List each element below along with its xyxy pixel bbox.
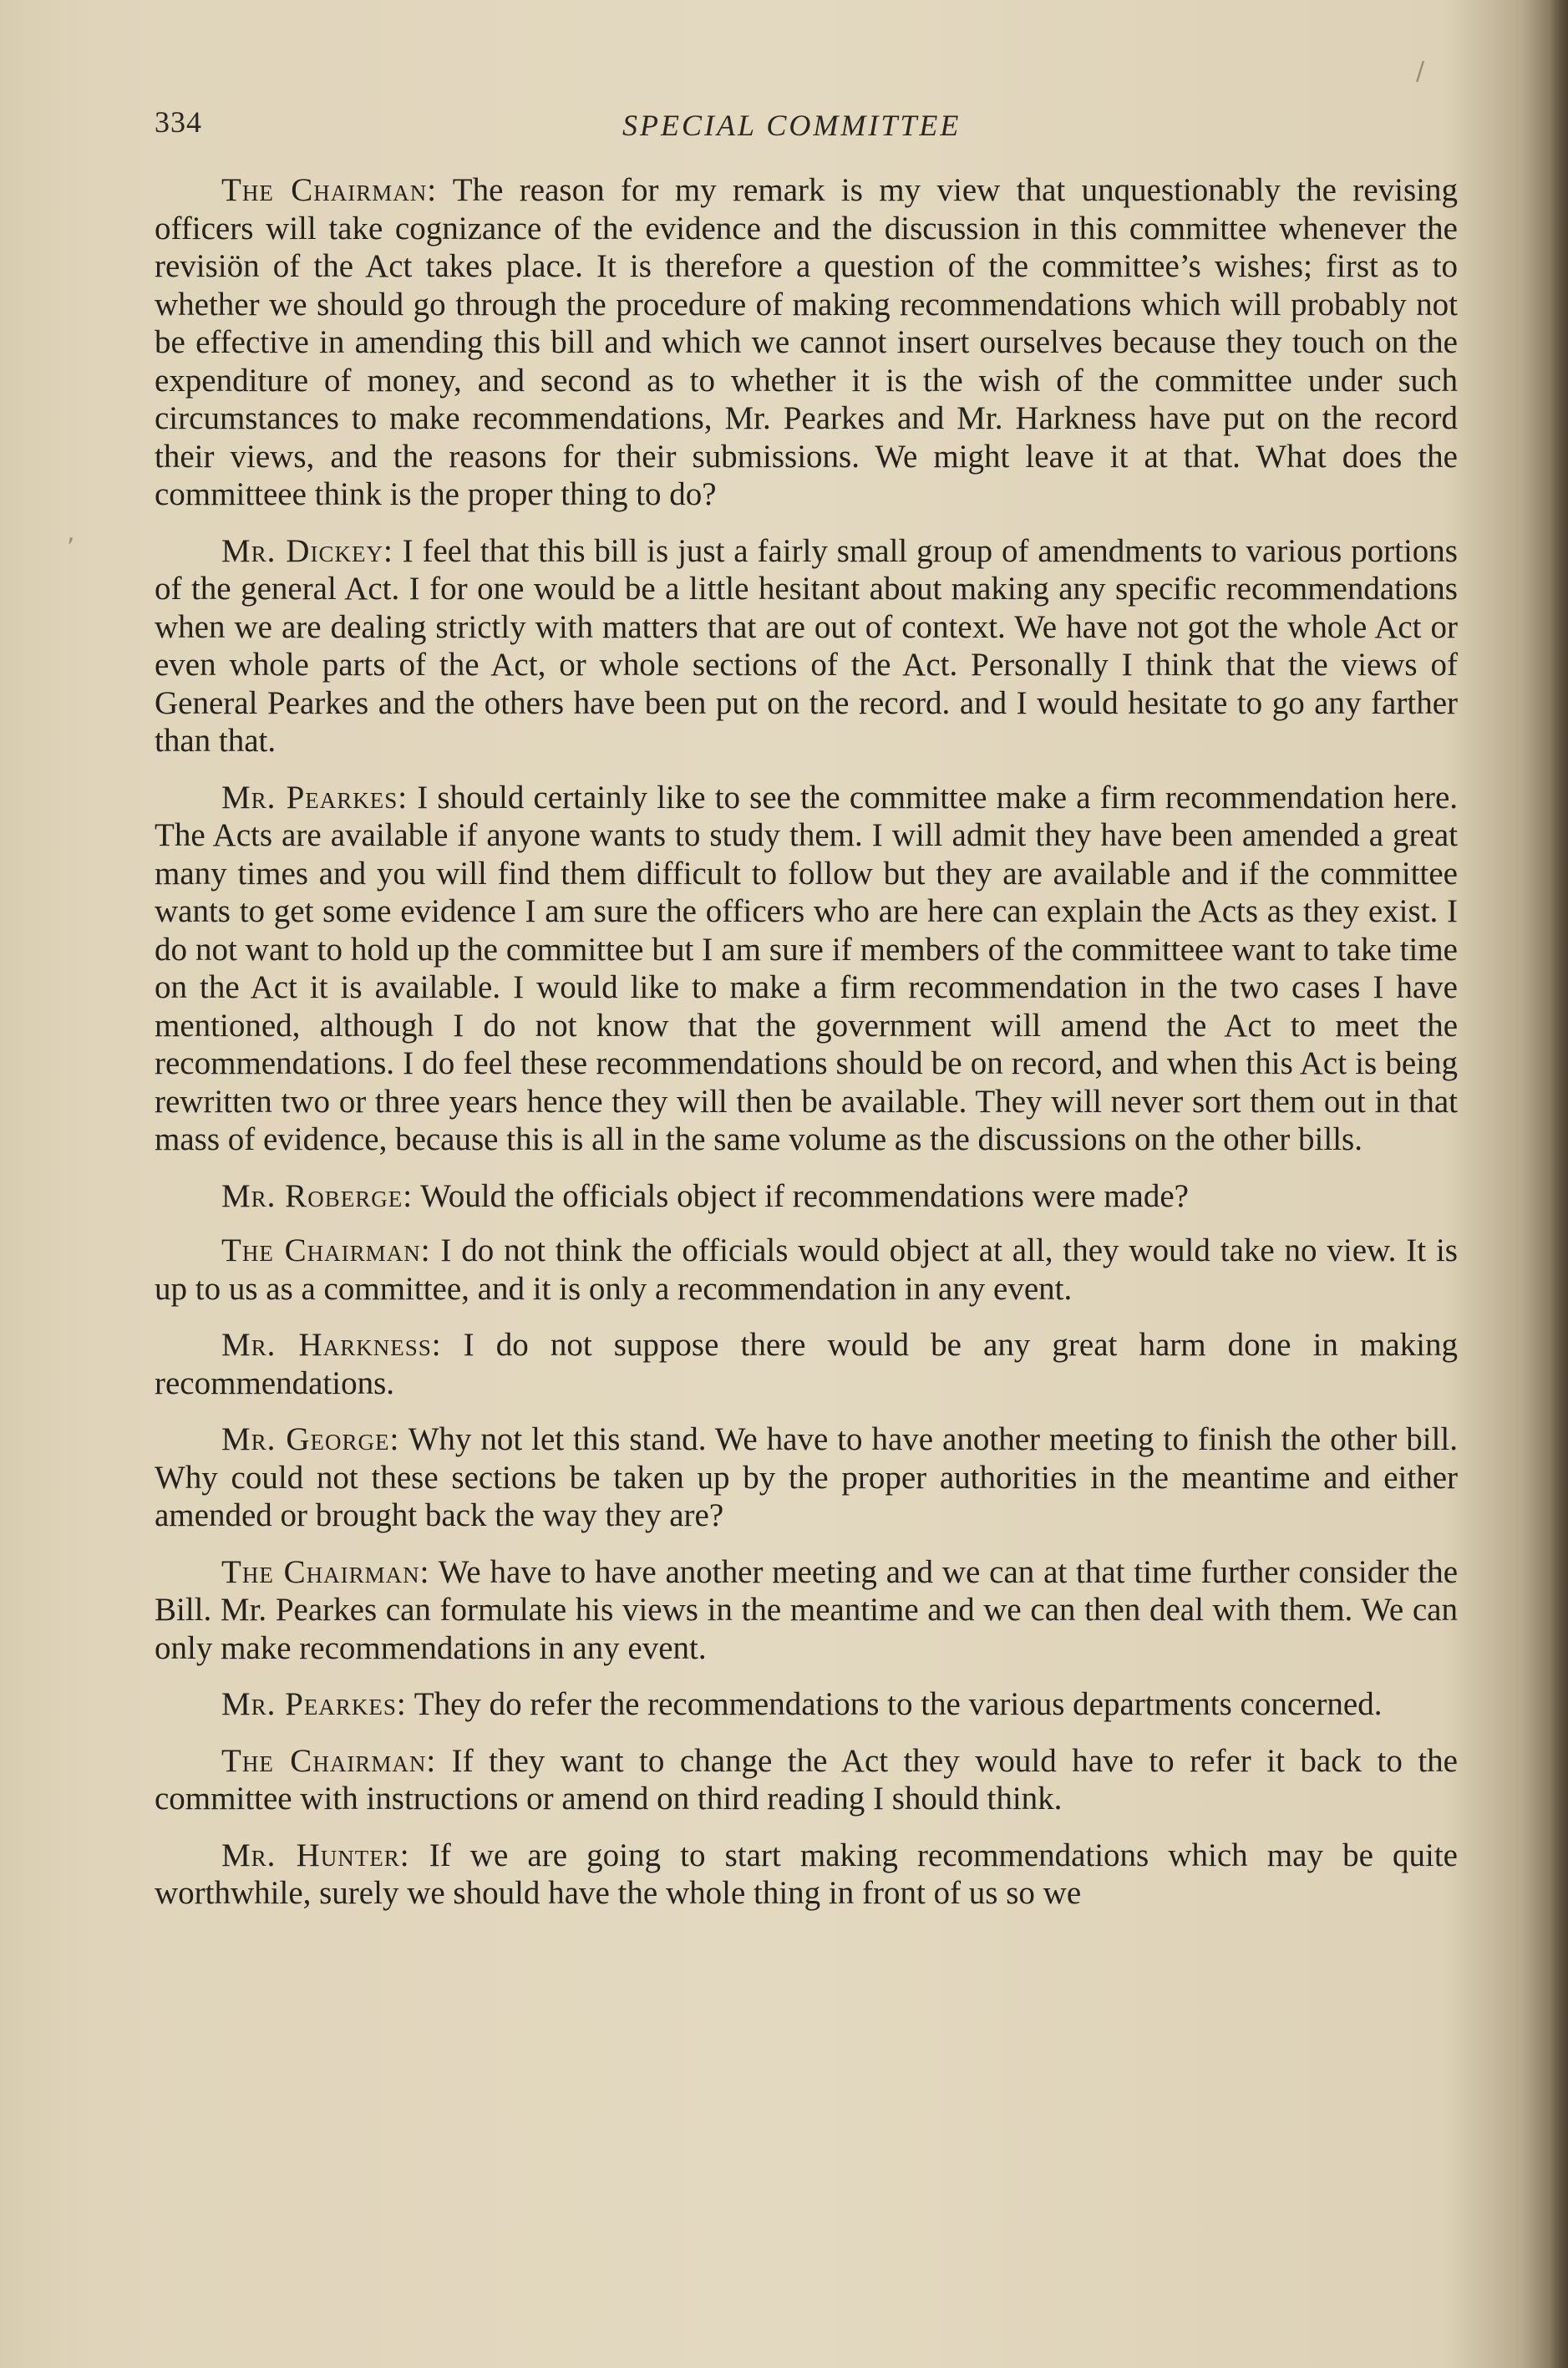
margin-mark: , [67,518,75,547]
speaker-name: Mr. Hunter: [221,1837,410,1873]
transcript-paragraph [155,171,1458,514]
transcript-paragraph [155,1232,1458,1308]
speaker-name: Mr. Pearkes: [221,1686,407,1722]
paragraph-text: I feel that this bill is just a fairly small group of amendments to various portions of the general Act. I for one would be a little hesitant about making any specific recommendations when we are dealing strictly with matters that are out of context. We have not got the whole Act or even whole parts of the Act, or whole sections of the Act. Personally I think that the views of General Pearkes and the others have been put on the record. and I would hesitate to go any farther than that. [155,532,1458,759]
speaker-name: The Chairman: [221,1742,437,1779]
transcript-paragraph [155,779,1458,1159]
paragraph-text: Would the officials object if recommendations were made? [420,1177,1189,1214]
paragraph-text: The reason for my remark is my view that unquestionably the revising officers will take cognizance of the evidence and the discussion in this committee whenever the revisiön of the Act takes place. It is therefore a question of the committee’s wishes; first as to whether we should go through the procedure of making recommendations which will probably not be effective in amending this bill and which we cannot insert ourselves because they touch on the expenditure of money, and second as to whether it is the wish of the committee under such circumstances to make recommendations, Mr. Pearkes and Mr. Harkness have put on the record their views, and the reasons for their submissions. We might leave it at that. What does the committeee think is the proper thing to do? [155,172,1458,512]
transcript-paragraph [155,1177,1458,1216]
paragraph-text: We have to have another meeting and we can at that time further consider the Bill. Mr. Pearkes can formulate his views in the meantime and we can then deal with them. We can only make recommendations in any event. [155,1553,1458,1666]
transcript-paragraph [155,532,1458,760]
paragraph-text: If they want to change the Act they would have to refer it back to the committee with instructions or amend on third reading I should think. [155,1742,1458,1817]
page-header [155,104,1458,146]
transcript-paragraph [155,1685,1458,1724]
speaker-name: The Chairman: [221,1553,430,1590]
transcript-body [155,171,1458,1931]
transcript-paragraph [155,1837,1458,1913]
transcript-paragraph [155,1742,1458,1818]
speaker-name: Mr. Dickey: [221,532,393,569]
speaker-name: The Chairman: [221,172,438,208]
speaker-name: Mr. Pearkes: [221,779,408,816]
paragraph-text: I do not suppose there would be any great harm done in making recommendations. [155,1327,1458,1401]
running-head: SPECIAL COMMITTEE [622,109,962,142]
transcript-paragraph [155,1326,1458,1402]
margin-mark: / [1416,57,1425,86]
paragraph-text: I should certainly like to see the committee make a firm recommendation here. The Acts are available if anyone wants to study them. I will admit they have been amended a great many times and you will find them difficult to follow but they are available and if the committee wants to get some evidence I am sure the officers who are here can explain the Acts as they exist. I do not want to hold up the committee but I am sure if members of the committeee want to take time on the Act it is available. I would like to make a firm recommendation in the two cases I have mentioned, although I do not know that the government will amend the Act to meet the recommendations. I do feel these recommendations should be on record, and when this Act is being rewritten two or three years hence they will then be available. They will never sort them out in that mass of evidence, because this is all in the same volume as the discussions on the other bills. [155,779,1458,1157]
transcript-paragraph [155,1553,1458,1668]
page-number: 334 [155,105,202,139]
paragraph-text: I do not think the officials would object at all, they would take no view. It is up to us as a committee, and it is only a recommendation in any event. [155,1232,1458,1307]
transcript-paragraph [155,1420,1458,1535]
speaker-name: Mr. George: [221,1421,400,1457]
paragraph-text: Why not let this stand. We have to have another meeting to finish the other bill. Why could not these sections be taken up by the proper authorities in the meantime and either amended or brought back the way they are? [155,1421,1458,1533]
speaker-name: Mr. Harkness: [221,1327,442,1363]
speaker-name: Mr. Roberge: [221,1177,414,1214]
paragraph-text: If we are going to start making recommendations which may be quite worthwhile, surely we should have the whole thing in front of us so we [155,1837,1458,1911]
speaker-name: The Chairman: [221,1232,431,1268]
paragraph-text: They do refer the recommendations to the various departments concerned. [414,1686,1383,1722]
